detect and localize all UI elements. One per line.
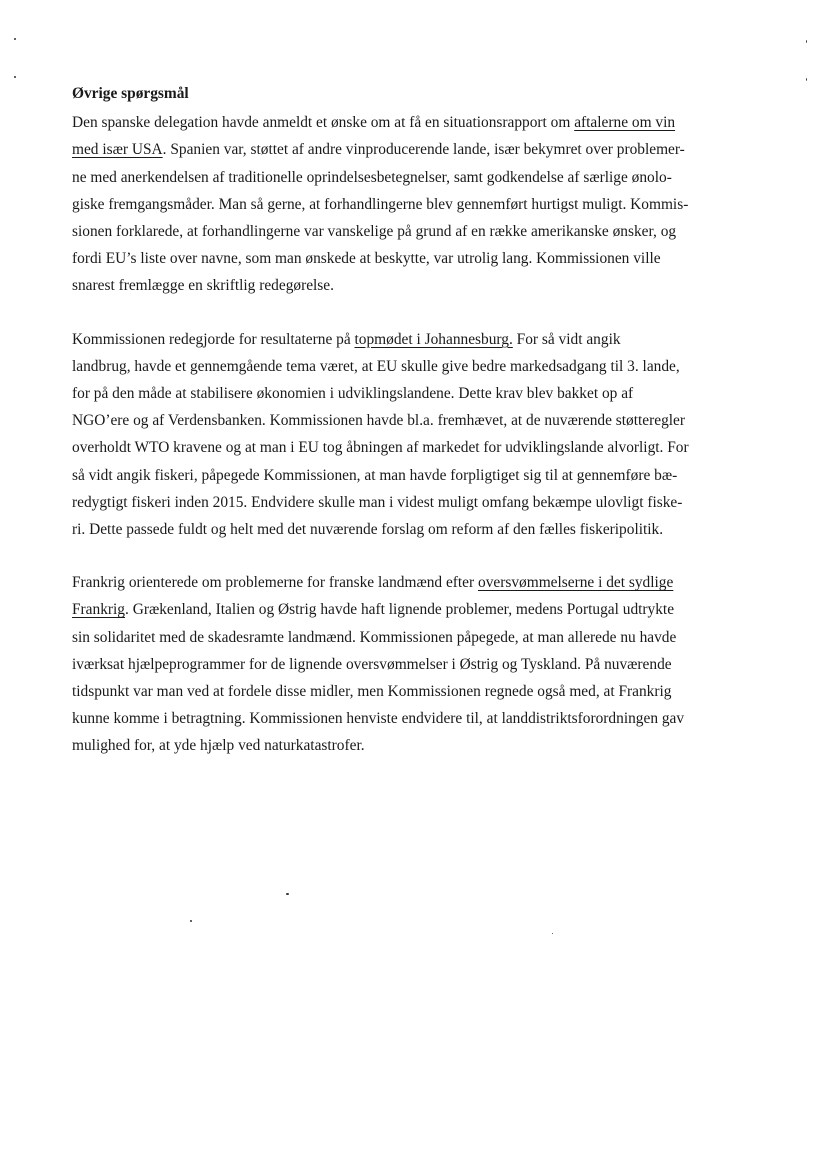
text-line [72, 407, 760, 434]
paragraph-3 [72, 569, 760, 759]
underlined-text: Frankrig [72, 601, 126, 619]
text-segment: mulighed for, at yde hjælp ved naturkatastrofer. [72, 737, 365, 755]
text-line [72, 462, 760, 489]
text-line [72, 353, 760, 380]
text-segment: ri. Dette passede fuldt og helt med det nuværende forslag om reform af den fælles fiskeripolitik. [72, 521, 664, 539]
text-line [72, 380, 760, 407]
text-segment: Den spanske delegation havde anmeldt et ønske om at få en situationsrapport om [72, 114, 575, 132]
text-segment: sin solidaritet med de skadesramte landmænd. Kommissionen påpegede, at man allerede nu havde [72, 628, 677, 646]
underlined-text: oversvømmelserne i det sydlige [478, 574, 674, 592]
underlined-text: topmødet i Johannesburg. [354, 330, 513, 348]
text-segment: for på den måde at stabilisere økonomien i udviklingslandene. Dette krav blev bakket op af [72, 385, 634, 403]
scan-speck [14, 76, 16, 78]
paragraph-1 [72, 109, 760, 299]
text-line [72, 705, 760, 732]
text-line [72, 569, 760, 596]
text-line [72, 732, 760, 759]
scan-speck [190, 920, 192, 922]
text-line [72, 489, 760, 516]
underlined-text: med især USA [72, 141, 163, 159]
scan-speck [552, 933, 553, 934]
text-line [72, 164, 760, 191]
text-line [72, 651, 760, 678]
text-line [72, 109, 760, 136]
text-line [72, 272, 760, 299]
text-segment: . Grækenland, Italien og Østrig havde haft lignende problemer, medens Portugal udtrykte [125, 601, 675, 619]
underlined-text: aftalerne om vin [574, 114, 676, 132]
paragraphs-container [72, 109, 760, 759]
text-line [72, 624, 760, 651]
text-line [72, 434, 760, 461]
scan-speck [806, 78, 807, 81]
text-segment: så vidt angik fiskeri, påpegede Kommissionen, at man havde forpligtiget sig til at gennemføre bæ- [72, 466, 678, 484]
text-segment: Kommissionen redegjorde for resultaterne på [72, 330, 355, 348]
text-line [72, 136, 760, 163]
text-segment: landbrug, havde et gennemgående tema været, at EU skulle give bedre markedsadgang til 3. lande, [72, 357, 680, 375]
document-body [72, 80, 760, 760]
scan-speck [14, 38, 16, 40]
text-line [72, 678, 760, 705]
text-segment: giske fremgangsmåder. Man så gerne, at forhandlingerne blev gennemført hurtigst muligt. Kommis- [72, 195, 689, 213]
text-segment: iværksat hjælpeprogrammer for de lignende oversvømmelser i Østrig og Tyskland. På nuværende [72, 655, 672, 673]
section-heading: Øvrige spørgsmål [72, 85, 189, 102]
text-segment: kunne komme i betragtning. Kommissionen henviste endvidere til, at landdistriktsforordningen gav [72, 710, 685, 728]
text-segment: ne med anerkendelsen af traditionelle oprindelsesbetegnelser, samt godkendelse af særlige ønolo- [72, 168, 672, 186]
text-segment: fordi EU’s liste over navne, som man ønskede at beskytte, var utrolig lang. Kommissionen ville [72, 250, 661, 268]
text-line [72, 191, 760, 218]
text-line [72, 516, 760, 543]
text-segment: overholdt WTO kravene og at man i EU tog åbningen af markedet for udviklingslande alvorligt. For [72, 439, 689, 457]
scan-speck [806, 40, 807, 43]
text-segment: snarest fremlægge en skriftlig redegørelse. [72, 277, 334, 295]
text-segment: For så vidt angik [512, 330, 621, 348]
text-segment: Frankrig orienterede om problemerne for franske landmænd efter [72, 574, 478, 592]
text-line [72, 218, 760, 245]
scan-speck [286, 893, 289, 895]
text-line [72, 326, 760, 353]
paragraph-2 [72, 326, 760, 544]
text-line [72, 596, 760, 623]
text-segment: sionen forklarede, at forhandlingerne var vanskelige på grund af en række amerikanske ønsker, og [72, 223, 677, 241]
text-segment: . Spanien var, støttet af andre vinproducerende lande, især bekymret over problemer- [162, 141, 685, 159]
text-segment: tidspunkt var man ved at fordele disse midler, men Kommissionen regnede også med, at Frankrig [72, 683, 672, 701]
text-segment: redygtigt fiskeri inden 2015. Endvidere skulle man i videst muligt omfang bekæmpe ulovligt fiske- [72, 493, 683, 511]
text-line [72, 245, 760, 272]
text-segment: NGO’ere og af Verdensbanken. Kommissionen havde bl.a. fremhævet, at de nuværende støtteregler [72, 412, 686, 430]
